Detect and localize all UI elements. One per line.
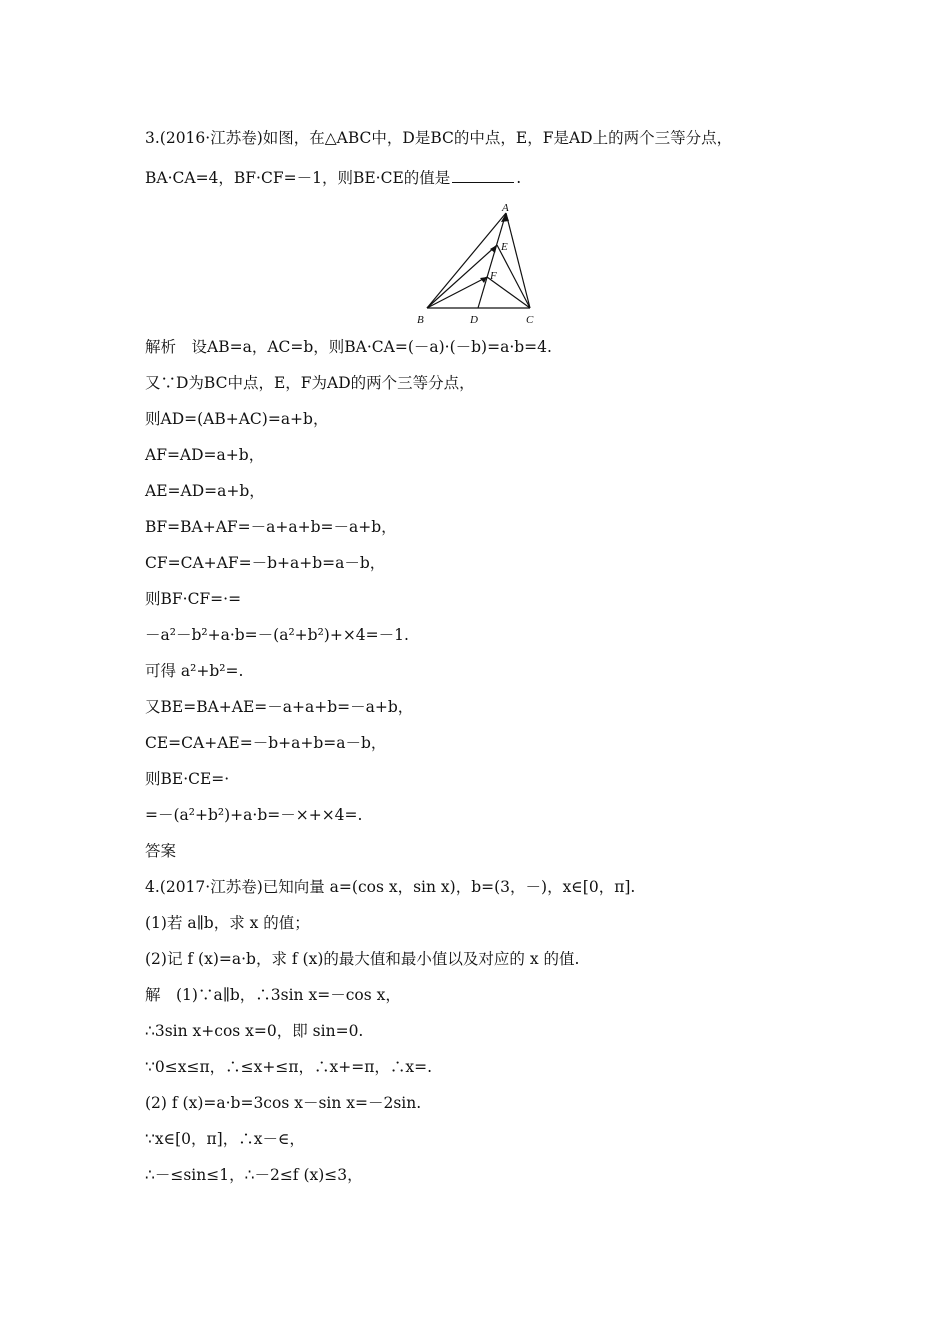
label-a: A — [502, 202, 509, 214]
solution3-line: BF=BA+AF=－a+a+b=－a+b， — [145, 518, 397, 536]
solution3-line: 又∵D为BC中点，E，F为AD的两个三等分点， — [145, 374, 475, 392]
problem4-line: 4.(2017·江苏卷)已知向量 a=(cos x，sin x)，b=(3，－)，x∈[0，π]. — [145, 878, 636, 896]
arrowhead-e — [490, 245, 497, 253]
solution4-line: 解 (1)∵a∥b，∴3sin x=－cos x， — [145, 986, 401, 1004]
solution4-line: ∴3sin x+cos x=0，即 sin=0. — [145, 1022, 364, 1040]
solution4-line: ∴－≤sin≤1，∴－2≤f (x)≤3， — [145, 1166, 363, 1184]
label-d: D — [470, 314, 478, 326]
edge-ab — [427, 213, 506, 308]
solution3-line: －a²－b²+a·b=－(a²+b²)+×4=－1. — [145, 626, 409, 644]
problem3-line2-end: . — [516, 169, 522, 187]
solution3-line: 则BE·CE=· — [145, 770, 230, 788]
solution3-line: 可得 a²+b²=. — [145, 662, 244, 680]
solution3-line: 解析 设AB=a，AC=b，则BA·CA=(－a)·(－b)=a·b=4. — [145, 338, 552, 356]
segment-ce — [497, 245, 530, 308]
solution4-line: ∵0≤x≤π，∴≤x+≤π，∴x+=π，∴x=. — [145, 1058, 433, 1076]
label-b: B — [417, 314, 424, 326]
solution3-line: 则AD=(AB+AC)=a+b， — [145, 410, 329, 428]
problem4-line: (2)记 f (x)=a·b，求 f (x)的最大值和最小值以及对应的 x 的值. — [145, 950, 580, 968]
problem3-line1: 3.(2016·江苏卷)如图，在△ABC中，D是BC的中点，E，F是AD上的两个三等分点， — [145, 129, 733, 147]
solution3-line: AE=AD=a+b， — [145, 482, 265, 500]
solution3-line: =－(a²+b²)+a·b=－×+×4=. — [145, 806, 363, 824]
label-c: C — [526, 314, 534, 326]
solution3-line: CF=CA+AF=－b+a+b=a－b， — [145, 554, 386, 572]
label-f: F — [490, 270, 497, 282]
problem4-line: (1)若 a∥b，求 x 的值； — [145, 914, 310, 932]
solution3-line: 则BF·CF=·= — [145, 590, 242, 608]
median-ad — [478, 213, 506, 308]
solution4-line: ∵x∈[0，π]，∴x－∈， — [145, 1130, 305, 1148]
solution3-line: 又BE=BA+AE=－a+a+b=－a+b， — [145, 698, 414, 716]
solution3-line: AF=AD=a+b， — [145, 446, 265, 464]
solution4-line: (2) f (x)=a·b=3cos x－sin x=－2sin. — [145, 1094, 422, 1112]
label-e: E — [501, 241, 508, 253]
solution3-line: CE=CA+AE=－b+a+b=a－b， — [145, 734, 387, 752]
answer-blank — [452, 168, 514, 183]
problem3-line2-text: BA·CA=4，BF·CF=－1，则BE·CE的值是 — [145, 169, 451, 187]
answer-label: 答案 — [145, 842, 177, 860]
segment-be — [427, 245, 497, 308]
triangle-figure — [410, 200, 550, 330]
problem3-line2 — [145, 168, 521, 188]
